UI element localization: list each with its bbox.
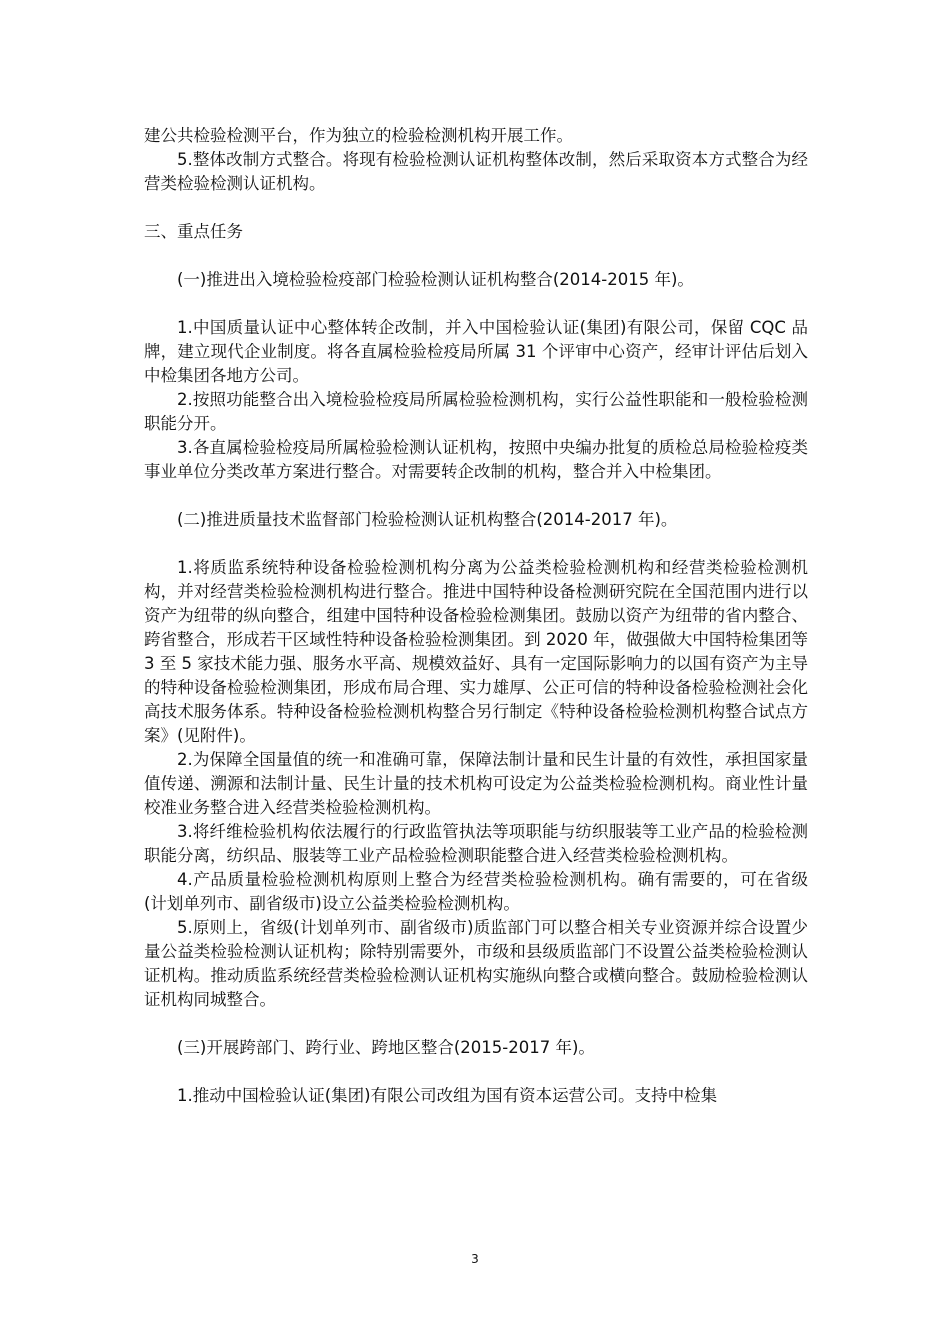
paragraph-2-1: 1.将质监系统特种设备检验检测机构分离为公益类检验检测机构和经营类检验检测机构，并对经营类检验检测机构进行整合。推进中国特种设备检测研究院在全国范围内进行以资产为纽带的纵向整合，组建中国特种设备检验检测集团。鼓励以资产为纽带的省内整合、跨省整合，形成若干区域性特种设备检验检测集团。到 2020 年，做强做大中国特检集团等 3 至 5 家技术能力强、服务水平高、规模效益好、具有一定国际影响力的以国有资产为主导的特种设备检验检测集团，形成布局合理、实力雄厚、公正可信的特种设备检验检测社会化高技术服务体系。特种设备检验检测机构整合另行制定《特种设备检验检测机构整合试点方案》(见附件)。 — [144, 558, 808, 745]
subsection-heading-3: (三)开展跨部门、跨行业、跨地区整合(2015-2017 年)。 — [177, 1038, 595, 1057]
paragraph-2-3: 3.将纤维检验机构依法履行的行政监管执法等项职能与纺织服装等工业产品的检验检测职能分离，纺织品、服装等工业产品检验检测职能整合进入经营类检验检测机构。 — [144, 822, 808, 865]
paragraph-2-2: 2.为保障全国量值的统一和准确可靠，保障法制计量和民生计量的有效性，承担国家量值传递、溯源和法制计量、民生计量的技术机构可设定为公益类检验检测机构。商业性计量校准业务整合进入经营类检验检测机构。 — [144, 750, 808, 817]
paragraph-2-5: 5.原则上，省级(计划单列市、副省级市)质监部门可以整合相关专业资源并综合设置少量公益类检验检测认证机构；除特别需要外，市级和县级质监部门不设置公益类检验检测认证机构。推动质监系统经营类检验检测认证机构实施纵向整合或横向整合。鼓励检验检测认证机构同城整合。 — [144, 918, 808, 1009]
subsection-heading-2: (二)推进质量技术监督部门检验检测认证机构整合(2014-2017 年)。 — [177, 510, 678, 529]
paragraph-2-4: 4.产品质量检验检测机构原则上整合为经营类检验检测机构。确有需要的，可在省级(计划单列市、副省级市)设立公益类检验检测机构。 — [144, 870, 808, 913]
page-number: 3 — [471, 1252, 479, 1266]
paragraph-3-1: 1.推动中国检验认证(集团)有限公司改组为国有资本运营公司。支持中检集 — [177, 1086, 718, 1105]
paragraph-1-2: 2.按照功能整合出入境检验检疫局所属检验检测机构，实行公益性职能和一般检验检测职能分开。 — [144, 390, 808, 433]
paragraph-1-3: 3.各直属检验检疫局所属检验检测认证机构，按照中央编办批复的质检总局检验检疫类事业单位分类改革方案进行整合。对需要转企改制的机构，整合并入中检集团。 — [144, 438, 808, 481]
subsection-heading-1: (一)推进出入境检验检疫部门检验检测认证机构整合(2014-2015 年)。 — [177, 270, 694, 289]
paragraph-continuation: 建公共检验检测平台，作为独立的检验检测机构开展工作。 — [144, 126, 573, 145]
paragraph-1-1: 1.中国质量认证中心整体转企改制，并入中国检验认证(集团)有限公司，保留 CQC 品牌，建立现代企业制度。将各直属检验检疫局所属 31 个评审中心资产，经审计评估后划入中检集团各地方公司。 — [144, 318, 808, 385]
document-body — [144, 124, 808, 1108]
paragraph-item-5-whole-restructure: 5.整体改制方式整合。将现有检验检测认证机构整体改制，然后采取资本方式整合为经营类检验检测认证机构。 — [144, 150, 808, 193]
section-heading-key-tasks: 三、重点任务 — [144, 222, 243, 241]
